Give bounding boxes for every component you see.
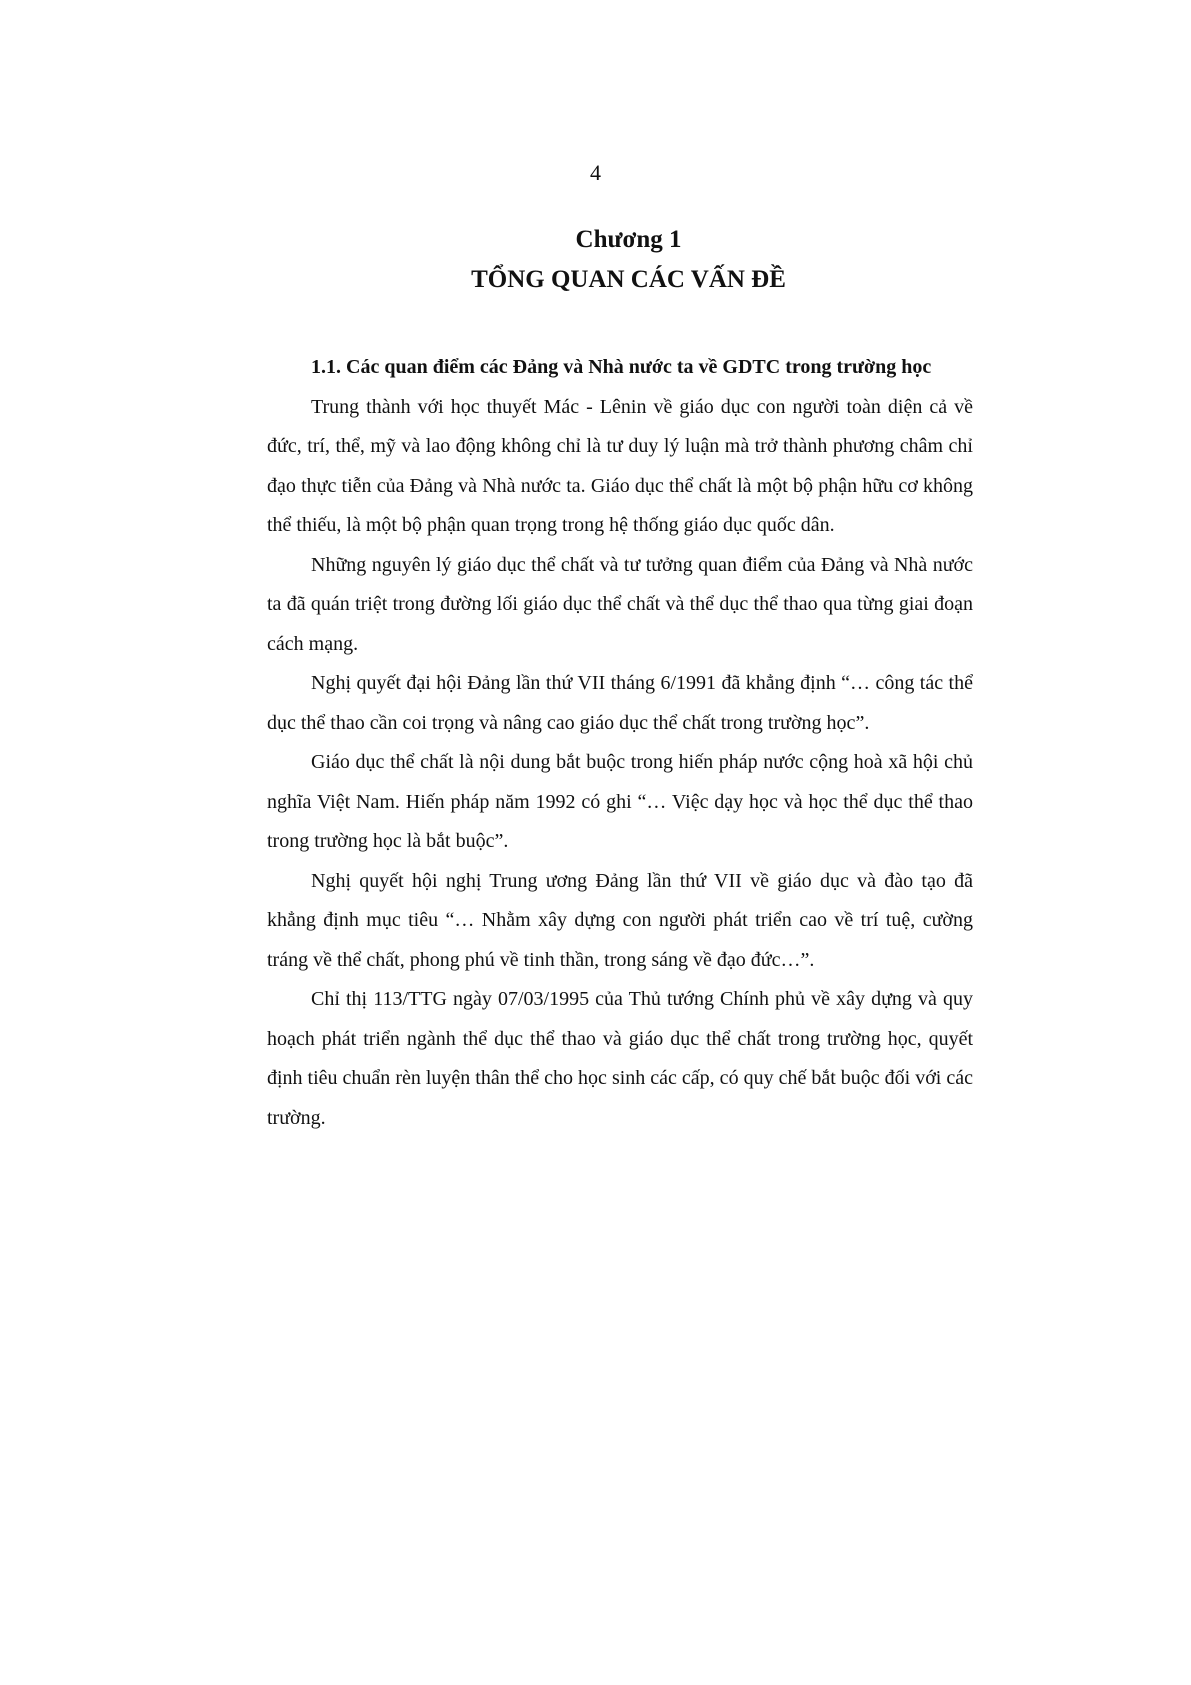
paragraph: Trung thành với học thuyết Mác - Lênin về giáo dục con người toàn diện cả về đức, trí, thể, mỹ và lao động không chỉ là tư duy lý luận mà trở thành phương châm chỉ đạo thực tiễn của Đảng và Nhà nước ta. Giáo dục thể chất là một bộ phận hữu cơ không thể thiếu, là một bộ phận quan trọng trong hệ thống giáo dục quốc dân. <box>267 395 973 536</box>
chapter-title: Chương 1 <box>575 226 682 253</box>
page-number: 4 <box>590 160 601 185</box>
paragraph: Giáo dục thể chất là nội dung bắt buộc trong hiến pháp nước cộng hoà xã hội chủ nghĩa Việt Nam. Hiến pháp năm 1992 có ghi “… Việc dạy học và học thể dục thể thao trong trường học là bắt buộc”. <box>267 751 973 852</box>
document-body <box>267 348 973 1138</box>
paragraph: Chỉ thị 113/TTG ngày 07/03/1995 của Thủ tướng Chính phủ về xây dựng và quy hoạch phát triển ngành thể dục thể thao và giáo dục thể chất trong trường học, quyết định tiêu chuẩn rèn luyện thân thể cho học sinh các cấp, có quy chế bắt buộc đối với các trường. <box>267 988 973 1129</box>
chapter-subtitle: TỔNG QUAN CÁC VẤN ĐỀ <box>471 266 786 293</box>
section-heading: 1.1. Các quan điểm các Đảng và Nhà nước ta về GDTC trong trường học <box>311 356 932 378</box>
paragraph: Những nguyên lý giáo dục thể chất và tư tưởng quan điểm của Đảng và Nhà nước ta đã quán triệt trong đường lối giáo dục thể chất và thể dục thể thao qua từng giai đoạn cách mạng. <box>267 553 973 655</box>
paragraph: Nghị quyết hội nghị Trung ương Đảng lần thứ VII về giáo dục và đào tạo đã khẳng định mục tiêu “… Nhằm xây dựng con người phát triển cao về trí tuệ, cường tráng về thể chất, phong phú về tinh thần, trong sáng về đạo đức…”. <box>267 869 973 971</box>
paragraph: Nghị quyết đại hội Đảng lần thứ VII tháng 6/1991 đã khẳng định “… công tác thể dục thể thao cần coi trọng và nâng cao giáo dục thể chất trong trường học”. <box>267 672 973 734</box>
